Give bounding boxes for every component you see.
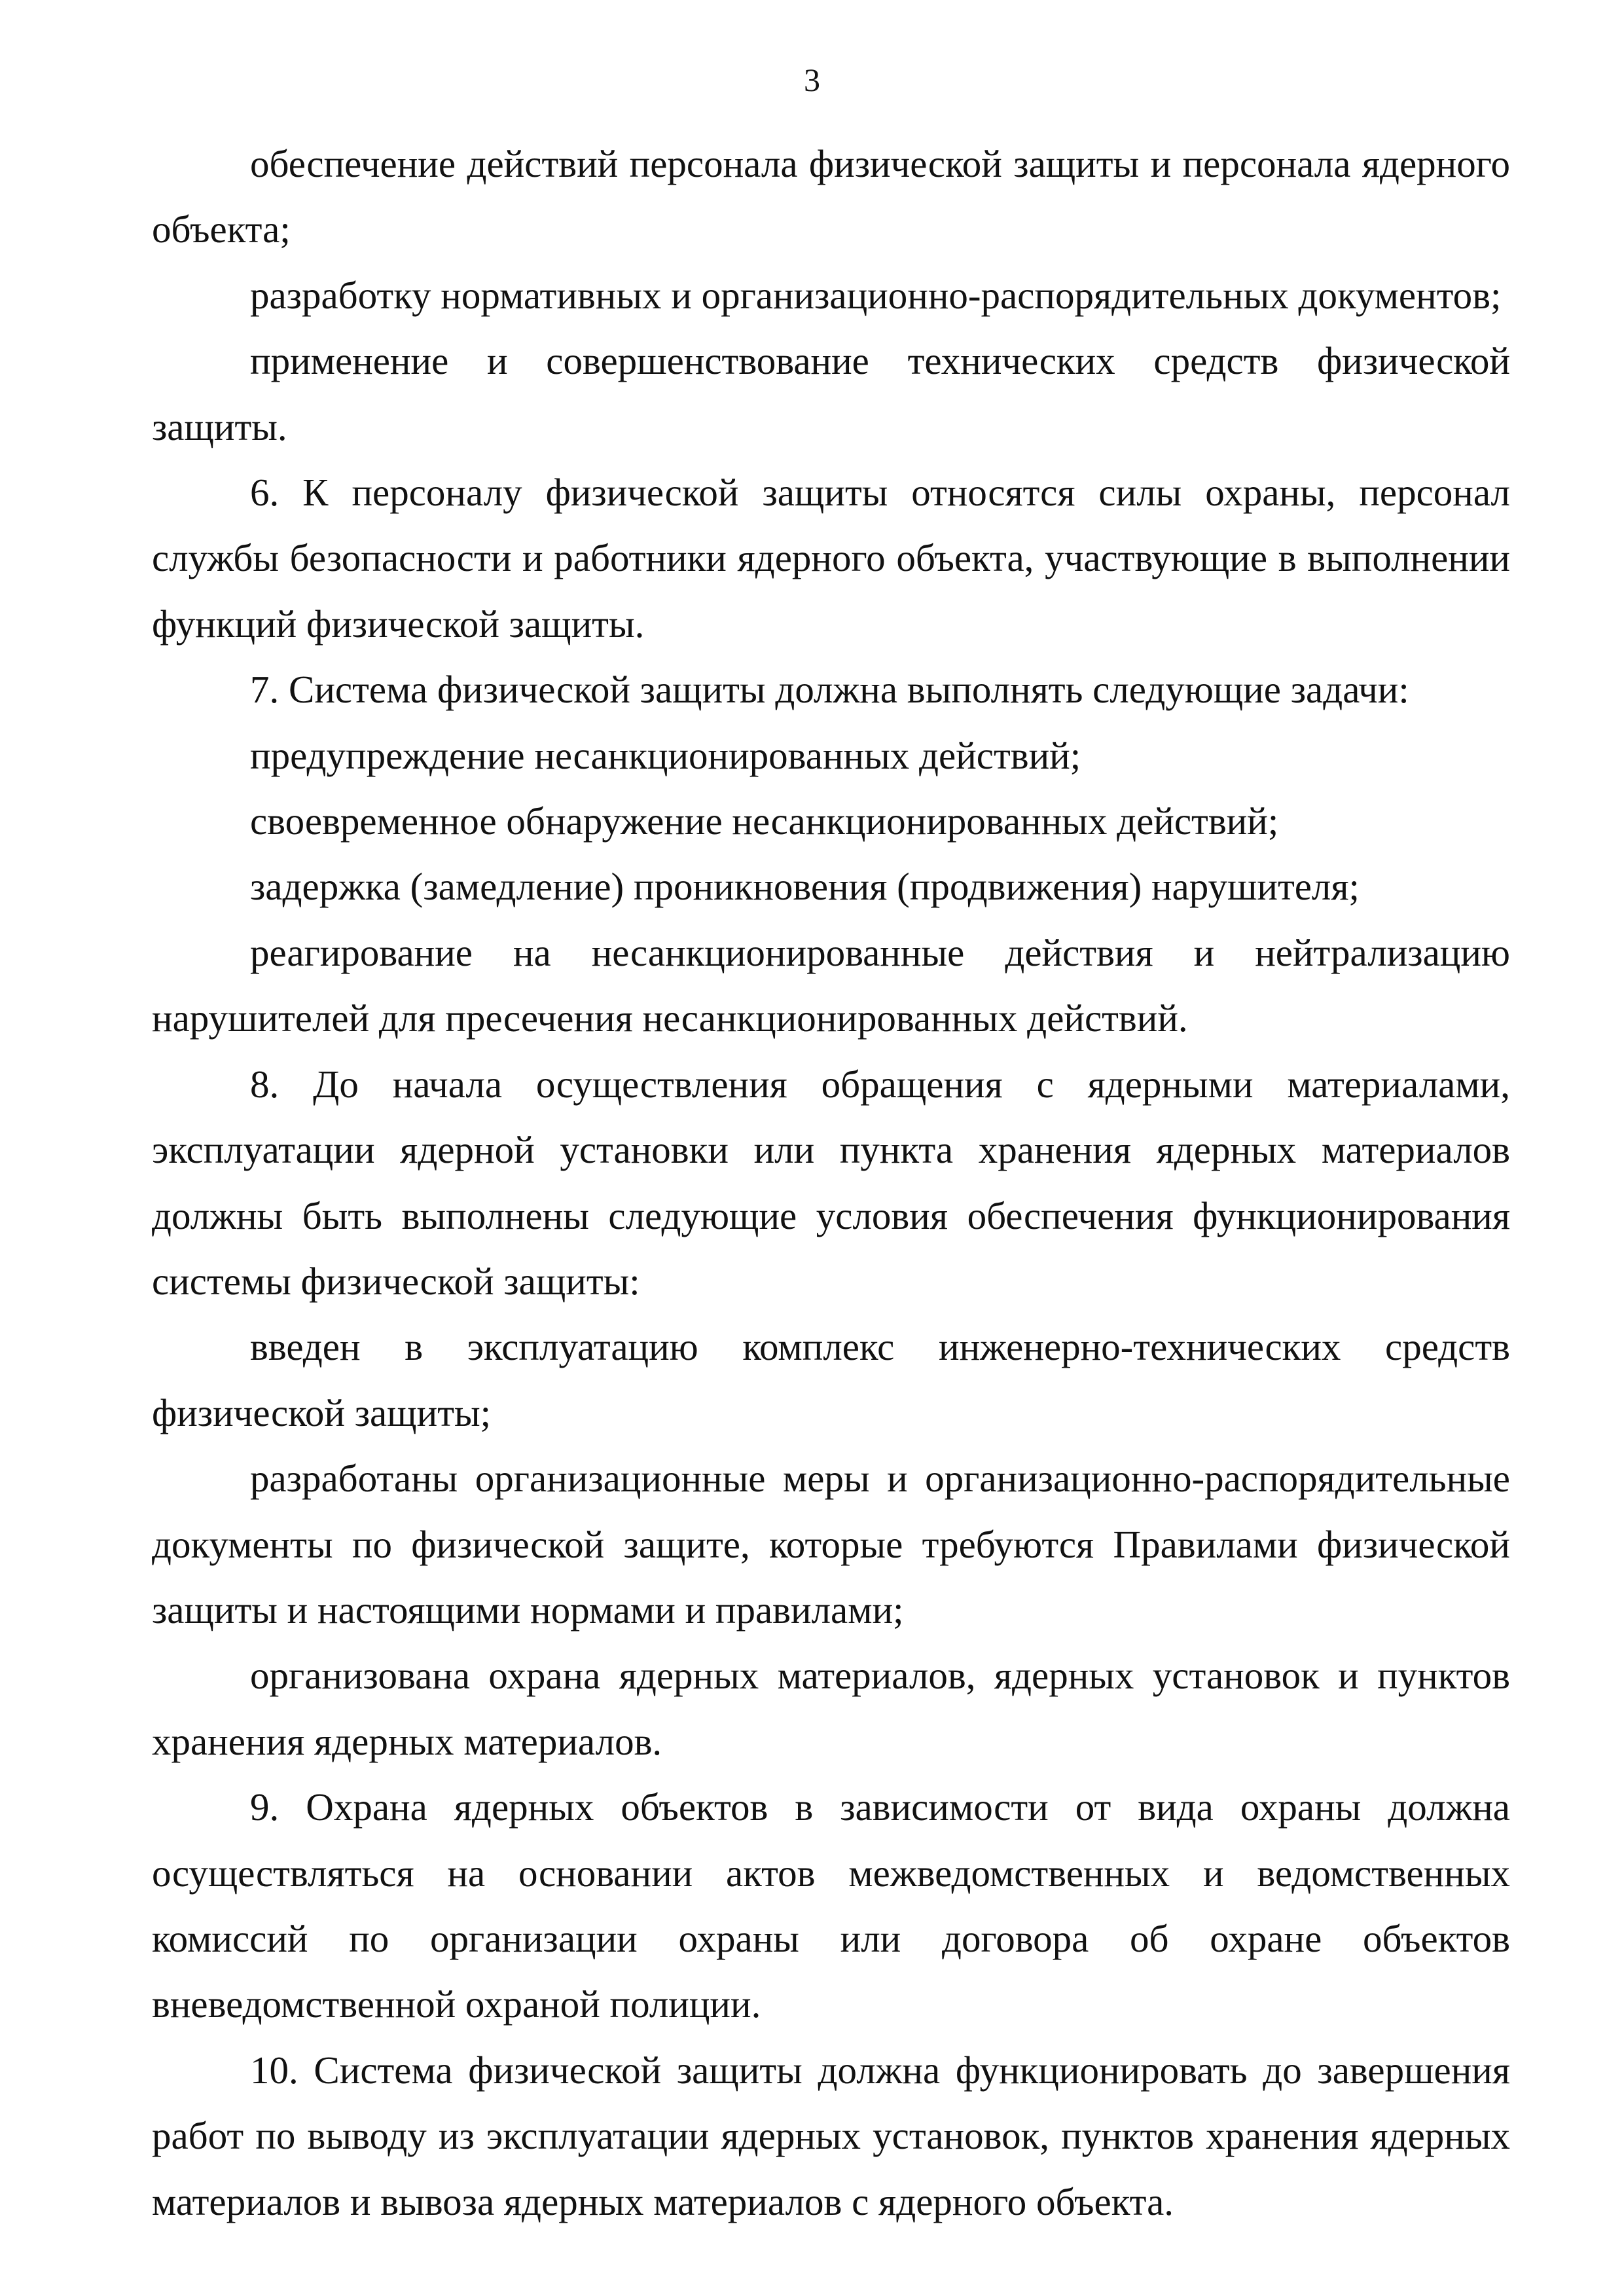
paragraph-list-item: реагирование на несанкционированные действия и нейтрализацию нарушителей для пресечения несанкционированных действий. [152, 930, 1510, 1040]
paragraph-list-item: разработку нормативных и организационно-распорядительных документов; [250, 273, 1502, 317]
paragraph-list-item: предупреждение несанкционированных действий; [250, 733, 1081, 777]
paragraph-item-9: 9. Охрана ядерных объектов в зависимости от вида охраны должна осуществляться на основании актов межведомственных и ведомственных комиссий по организации охраны или договора об охране объектов вневедомственной охраной полиции. [152, 1785, 1510, 2026]
paragraph-item-7: 7. Система физической защиты должна выполнять следующие задачи: [250, 668, 1409, 712]
paragraph-list-item: разработаны организационные меры и организационно-распорядительные документы по физической защите, которые требуются Правилами физической защиты и настоящими нормами и правилами; [152, 1457, 1510, 1631]
paragraph-list-item: применение и совершенствование технических средств физической защиты. [152, 339, 1510, 448]
paragraph-item-8: 8. До начала осуществления обращения с ядерными материалами, эксплуатации ядерной установки или пункта хранения ядерных материалов должны быть выполнены следующие условия обеспечения функционирования системы физической защиты: [152, 1062, 1510, 1303]
page-number: 3 [804, 62, 820, 98]
paragraph-item-10: 10. Система физической защиты должна функционировать до завершения работ по выводу из эксплуатации ядерных установок, пунктов хранения ядерных материалов и вывоза ядерных материалов с ядерного объекта. [152, 2048, 1510, 2223]
paragraph-list-item: введен в эксплуатацию комплекс инженерно-технических средств физической защиты; [152, 1325, 1510, 1434]
paragraph-list-item: обеспечение действий персонала физической защиты и персонала ядерного объекта; [152, 142, 1510, 251]
paragraph-list-item: своевременное обнаружение несанкционированных действий; [250, 799, 1279, 843]
paragraph-item-6: 6. К персоналу физической защиты относятся силы охраны, персонал службы безопасности и работники ядерного объекта, участвующие в выполнении функций физической защиты. [152, 471, 1510, 646]
document-body [152, 131, 1510, 2234]
paragraph-list-item: организована охрана ядерных материалов, ядерных установок и пунктов хранения ядерных материалов. [152, 1654, 1510, 1763]
paragraph-list-item: задержка (замедление) проникновения (продвижения) нарушителя; [250, 865, 1360, 909]
